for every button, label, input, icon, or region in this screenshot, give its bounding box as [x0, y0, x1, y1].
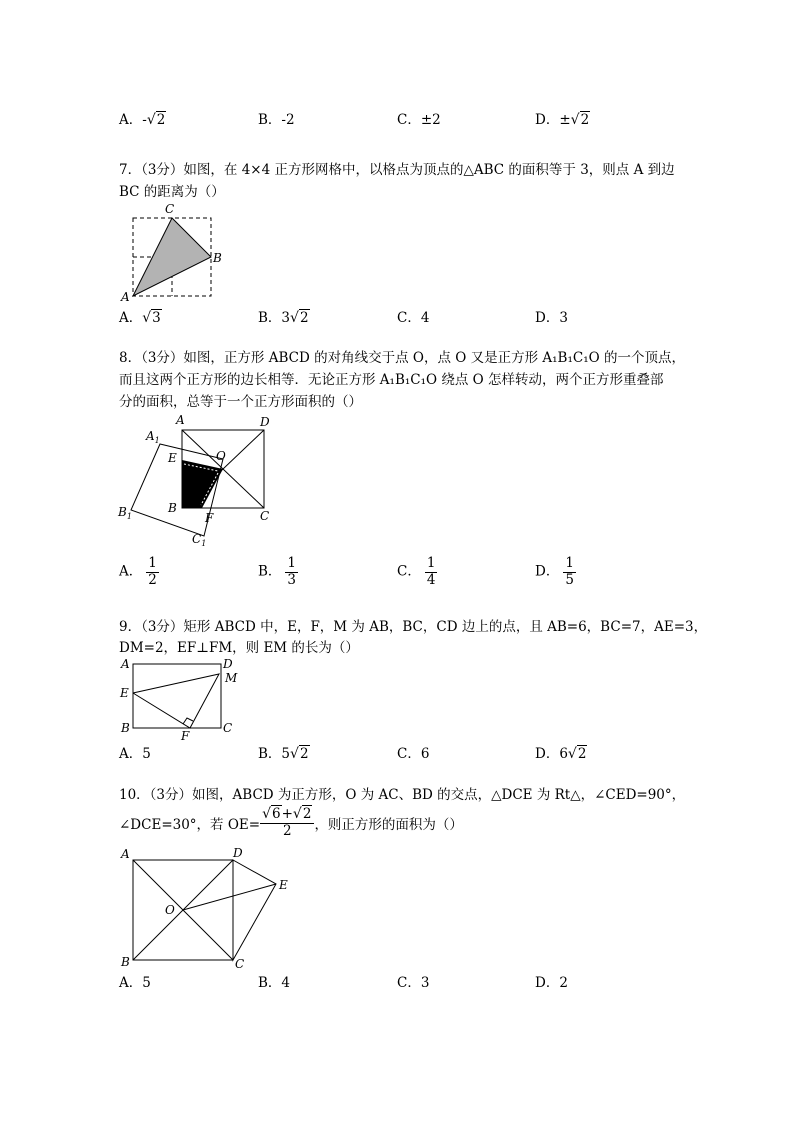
q8-stem-line3: 分的面积，总等于一个正方形面积的（） [119, 394, 362, 410]
q7-option-d: D．3 [535, 310, 568, 326]
q10-option-c: C．3 [397, 975, 430, 991]
q8-option-c: C． $\frac{1}{4}$ [397, 555, 436, 588]
q9-option-c: C．6 [397, 746, 430, 762]
q7-option-b: B．3√2 [258, 310, 309, 326]
q9-option-b: B．5√2 [258, 746, 309, 762]
q10-label-e: E [279, 878, 288, 892]
q8-option-d: D． $\frac{1}{5}$ [535, 555, 574, 588]
q8-stem-line2: 而且这两个正方形的边长相等．无论正方形 A₁B₁C₁O 绕点 O 怎样转动，两个正方形重叠部 [119, 372, 664, 388]
q10-label-b: B [121, 955, 130, 969]
q10-triangle-dce [233, 860, 276, 960]
q9-label-b: B [121, 721, 130, 735]
q10-segment-oe [183, 884, 276, 910]
q9-figure [115, 654, 245, 744]
q8-label-e: E [168, 451, 177, 465]
q8-label-a: A [176, 413, 185, 427]
q10-label-a: A [121, 847, 130, 861]
q8-label-b: B [168, 501, 177, 515]
q10-label-c: C [235, 957, 245, 971]
q7-option-c: C．4 [397, 310, 430, 326]
q10-stem-line2 [119, 806, 463, 839]
q9-label-e: E [120, 686, 129, 700]
q8-option-b: B． $\frac{1}{3}$ [258, 555, 297, 588]
q9-option-a: A．5 [119, 746, 151, 762]
q6-option-a: A．-√2 [119, 112, 166, 128]
q8-label-f: F [205, 511, 214, 525]
q10-oe-fraction: $\frac{√6+√2}{2}$ [260, 806, 314, 839]
q9-option-d: D．6√2 [535, 746, 587, 762]
q9-stem-line1: 9．（3分）矩形 ABCD 中，E，F，M 为 AB，BC，CD 边上的点，且 AB=6，BC=7，AE=3， [119, 619, 708, 635]
q10-option-a: A．5 [119, 975, 151, 991]
q9-triangle-efm [133, 674, 219, 728]
q9-stem-line2: DM=2，EF⊥FM，则 EM 的长为（） [119, 640, 359, 656]
q9-label-f: F [181, 729, 190, 743]
q10-label-d: D [233, 846, 243, 860]
q10-stem-line2-pre: ∠DCE=30°，若 OE= [119, 816, 261, 833]
q8-label-d: D [260, 415, 270, 429]
q6-option-b: B．-2 [258, 112, 295, 128]
q8-option-a: A． $\frac{1}{2}$ [119, 555, 157, 588]
q9-label-d: D [223, 657, 233, 671]
q7-figure [115, 200, 225, 306]
q8-label-c1: $C_1$ [192, 532, 207, 548]
q7-option-a: A．√3 [119, 310, 161, 326]
q8-label-a1: $A_1$ [146, 429, 160, 445]
q7-label-c: C [165, 202, 175, 216]
q7-label-b: B [213, 251, 222, 265]
q9-label-a: A [121, 657, 130, 671]
q8-stem-line1: 8．（3分）如图，正方形 ABCD 的对角线交于点 O，点 O 又是正方形 A₁B₁C₁O 的一个顶点， [119, 350, 685, 366]
q9-right-angle-mark [183, 718, 193, 724]
q6-option-d: D．±√2 [535, 112, 590, 128]
q10-option-d: D．2 [535, 975, 568, 991]
q9-rectangle [133, 664, 221, 728]
q10-stem-line1: 10．（3分）如图，ABCD 为正方形，O 为 AC、BD 的交点，△DCE 为 Rt△，∠CED=90°， [119, 787, 686, 803]
q7-stem-line1: 7．（3分）如图，在 4×4 正方形网格中，以格点为顶点的△ABC 的面积等于 3，则点 A 到边 [119, 162, 675, 178]
q8-label-c: C [260, 509, 270, 523]
q7-label-a: A [121, 290, 130, 304]
q10-stem-line2-post: ，则正方形的面积为（） [314, 816, 463, 833]
q8-label-b1: $B_1$ [118, 505, 132, 521]
q10-figure [115, 842, 305, 972]
q9-label-c: C [223, 721, 233, 735]
q8-label-o: O [216, 449, 226, 463]
q10-option-b: B．4 [258, 975, 291, 991]
q9-label-m: M [225, 671, 238, 685]
q8-figure [112, 410, 282, 550]
q7-stem-line2: BC 的距离为（） [119, 184, 225, 200]
q6-option-c: C．±2 [397, 112, 441, 128]
q10-label-o: O [165, 903, 175, 917]
